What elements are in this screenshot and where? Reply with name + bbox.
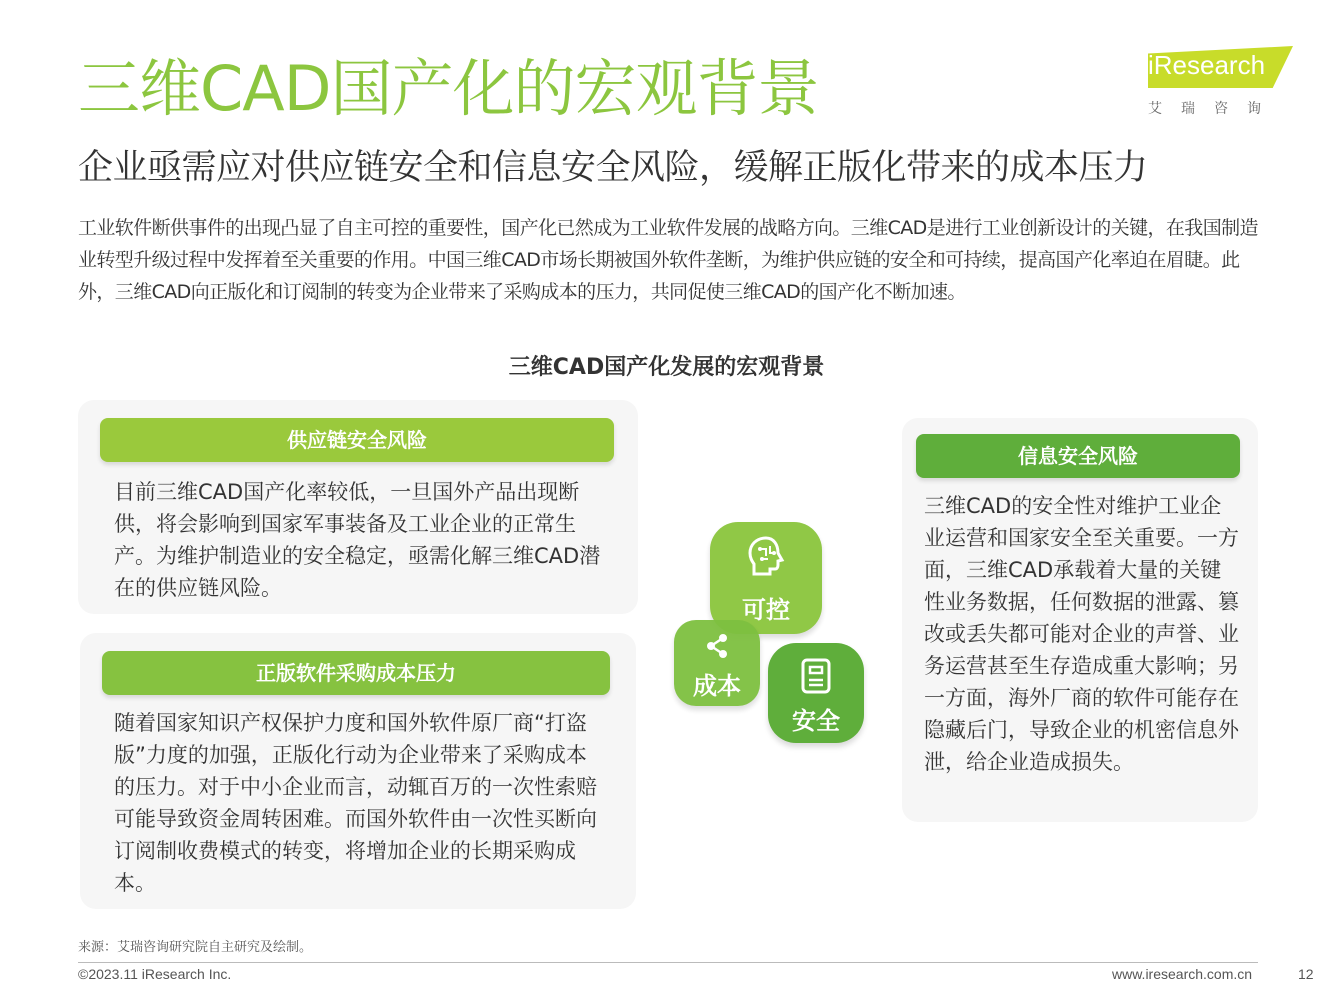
diagram-title: 三维CAD国产化发展的宏观背景 [508,355,825,380]
card-body: 三维CAD的安全性对维护工业企业运营和国家安全至关重要。一方面，三维CAD承载着大量的关键性业务数据，任何数据的泄露、篡改或丢失都可能对企业的声誉、业务运营甚至生存造成重大影响；另一方面，海外厂商的软件可能存在隐藏后门，导致企业的机密信息外泄，给企业造成损失。 [924,494,1239,774]
website-url: www.iresearch.com.cn [1112,966,1253,982]
share-icon [703,632,731,660]
card-body: 随着国家知识产权保护力度和国外软件原厂商“打盗版”力度的加强，正版化行动为企业带来了采购成本的压力。对于中小企业而言，动辄百万的一次性索赔可能导致资金周转困难。而国外软件由一次性买断向订阅制收费模式的转变，将增加企业的长期采购成本。 [114,711,597,895]
logo-subtext: 艾瑞咨询 [1148,101,1280,117]
card-header: 信息安全风险 [916,434,1240,478]
tile-controllable [710,522,822,634]
brain-head-icon [744,534,788,584]
card-body: 目前三维CAD国产化率较低，一旦国外产品出现断供，将会影响到国家军事装备及工业企业的正常生产。为维护制造业的安全稳定，亟需化解三维CAD潜在的供应链风险。 [114,480,601,600]
tile-cost [674,620,760,706]
page-subtitle: 企业亟需应对供应链安全和信息安全风险，缓解正版化带来的成本压力 [78,148,1148,188]
intro-paragraph: 工业软件断供事件的出现凸显了自主可控的重要性，国产化已然成为工业软件发展的战略方向。三维CAD是进行工业创新设计的关键，在我国制造业转型升级过程中发挥着至关重要的作用。中国三维CAD市场长期被国外软件垄断，为维护供应链的安全和可持续，提高国产化率迫在眉睫。此外，三维CAD向正版化和订阅制的转变为企业带来了采购成本的压力，共同促使三维CAD的国产化不断加速。 [78,217,1258,303]
card-header: 供应链安全风险 [100,418,614,462]
tile-label: 成本 [693,672,741,700]
tile-label: 安全 [792,707,840,735]
card-information-security [902,418,1258,822]
tile-security [768,643,864,743]
card-header: 正版软件采购成本压力 [102,651,610,695]
page-number: 12 [1298,966,1314,982]
logo-text: iResearch [1148,50,1266,80]
iresearch-logo [1140,42,1300,122]
footer-divider [78,962,1258,963]
page-title: 三维CAD国产化的宏观背景 [78,52,819,125]
card-licensing-cost [80,633,636,909]
tile-label: 可控 [742,596,790,624]
card-supply-chain-risk [78,400,638,614]
document-icon [800,657,832,695]
source-note: 来源：艾瑞咨询研究院自主研究及绘制。 [78,940,313,955]
copyright: ©2023.11 iResearch Inc. [78,966,232,982]
